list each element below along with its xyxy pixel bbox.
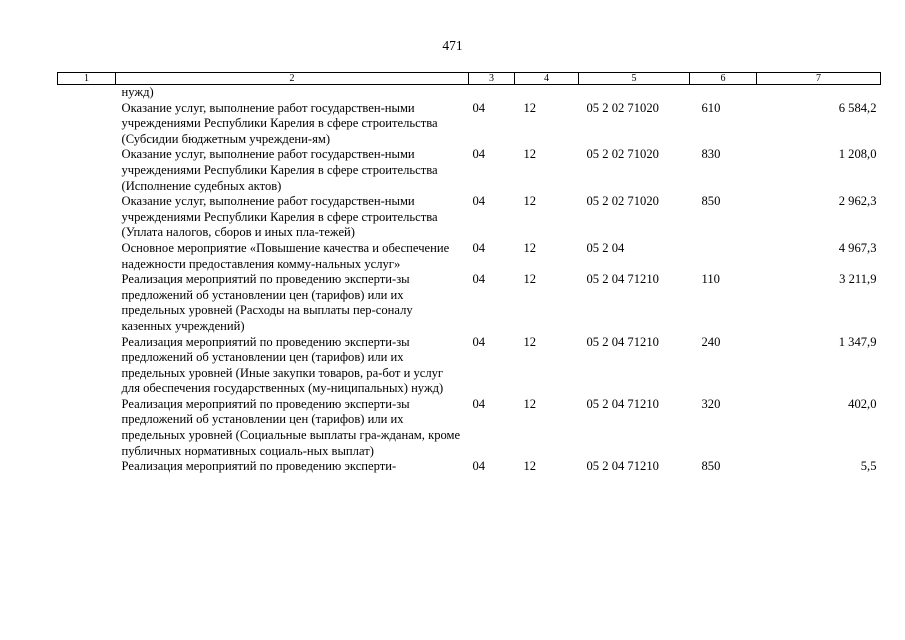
amount-cell: 3 211,9: [839, 272, 877, 287]
row-number-cell: [58, 272, 116, 334]
description-cell: Реализация мероприятий по проведению эксперти-зы предложений об установлении цен (тарифов) или их предельных уровней (Социальные выплаты гра-жданам, кроме публичных нормативных социаль-ных выплат): [121, 396, 461, 458]
expense-type-cell: 320: [701, 396, 721, 411]
header-col-4: 4: [515, 73, 579, 85]
expense-type-cell: 110: [701, 272, 720, 287]
description-cell: Оказание услуг, выполнение работ государствен-ными учреждениями Республики Карелия в сфере строительства (Уплата налогов, сборов и иных пла-тежей): [121, 194, 438, 240]
row-number-cell: [58, 85, 116, 101]
target-item-cell: 05 2 02 71020: [586, 100, 659, 115]
header-col-6: 6: [690, 73, 757, 85]
target-item-cell: 05 2 04 71210: [586, 272, 659, 287]
description-cell: нужд): [121, 85, 154, 99]
section-cell: 04: [472, 194, 486, 209]
header-col-5: 5: [579, 73, 690, 85]
subsection-cell: [515, 85, 579, 101]
header-col-1: 1: [58, 73, 116, 85]
row-number-cell: [58, 147, 116, 194]
row-number-cell: [58, 101, 116, 148]
expense-type-cell: 240: [701, 334, 721, 349]
target-item-cell: 05 2 04 71210: [586, 334, 659, 349]
subsection-cell: 12: [523, 240, 537, 255]
table-row: [58, 194, 881, 241]
expense-type-cell: [690, 241, 757, 272]
description-cell: Реализация мероприятий по проведению эксперти-зы предложений об установлении цен (тарифов) или их предельных уровней (Расходы на выплаты пер-соналу казенных учреждений): [121, 272, 413, 333]
amount-cell: 1 347,9: [838, 334, 877, 349]
description-cell: Реализация мероприятий по проведению эксперти-зы предложений об установлении цен (тарифов) или их предельных уровней (Иные закупки товаров, ра-бот и услуг для обеспечения государственных (му-ниципальных) нужд): [121, 334, 444, 396]
section-cell: 04: [472, 147, 486, 162]
section-cell: [469, 85, 515, 101]
table-row: [58, 335, 881, 397]
expense-type-cell: 850: [701, 459, 721, 474]
header-col-7: 7: [757, 73, 881, 85]
amount-cell: [757, 85, 881, 101]
table-row: [58, 272, 881, 334]
target-item-cell: 05 2 04 71210: [586, 459, 659, 474]
target-item-cell: 05 2 04: [586, 240, 625, 255]
table-header: [58, 73, 881, 85]
page-number: 471: [442, 38, 463, 53]
table-row: [58, 241, 881, 272]
header-row: [58, 73, 881, 85]
table-row: [58, 147, 881, 194]
description-cell: Основное мероприятие «Повышение качества и обеспечение надежности предоставления комму-нальных услуг»: [121, 240, 450, 271]
expense-type-cell: 830: [701, 147, 721, 162]
table-row: [58, 397, 881, 459]
expense-type-cell: 850: [701, 194, 721, 209]
section-cell: 04: [472, 240, 486, 255]
section-cell: 04: [472, 334, 486, 349]
amount-cell: 4 967,3: [838, 240, 877, 255]
section-cell: 04: [472, 396, 486, 411]
row-number-cell: [58, 194, 116, 241]
subsection-cell: 12: [523, 272, 537, 287]
subsection-cell: 12: [523, 147, 537, 162]
header-col-2: 2: [116, 73, 469, 85]
row-number-cell: [58, 241, 116, 272]
budget-table: [57, 72, 881, 475]
subsection-cell: 12: [523, 396, 537, 411]
amount-cell: 402,0: [848, 396, 877, 411]
expense-type-cell: 610: [701, 100, 721, 115]
target-item-cell: 05 2 02 71020: [586, 147, 659, 162]
description-cell: Реализация мероприятий по проведению эксперти-: [121, 459, 397, 474]
expense-type-cell: [690, 85, 757, 101]
amount-cell: 2 962,3: [838, 194, 877, 209]
target-item-cell: 05 2 04 71210: [586, 396, 659, 411]
table-row: [58, 459, 881, 475]
description-cell: Оказание услуг, выполнение работ государствен-ными учреждениями Республики Карелия в сфере строительства (Исполнение судебных актов): [121, 147, 438, 193]
target-item-cell: [579, 85, 690, 101]
subsection-cell: 12: [523, 459, 537, 474]
row-number-cell: [58, 335, 116, 397]
row-number-cell: [58, 459, 116, 475]
target-item-cell: 05 2 02 71020: [586, 194, 659, 209]
section-cell: 04: [472, 272, 486, 287]
row-number-cell: [58, 397, 116, 459]
amount-cell: 1 208,0: [838, 147, 877, 162]
subsection-cell: 12: [523, 100, 537, 115]
table-row: [58, 85, 881, 101]
table-row: [58, 101, 881, 148]
subsection-cell: 12: [523, 194, 537, 209]
amount-cell: 6 584,2: [838, 100, 877, 115]
section-cell: 04: [472, 459, 486, 474]
amount-cell: 5,5: [860, 459, 877, 474]
section-cell: 04: [472, 100, 486, 115]
header-col-3: 3: [469, 73, 515, 85]
description-cell: Оказание услуг, выполнение работ государствен-ными учреждениями Республики Карелия в сфере строительства (Субсидии бюджетным учреждени-ям): [121, 100, 438, 146]
subsection-cell: 12: [523, 334, 537, 349]
